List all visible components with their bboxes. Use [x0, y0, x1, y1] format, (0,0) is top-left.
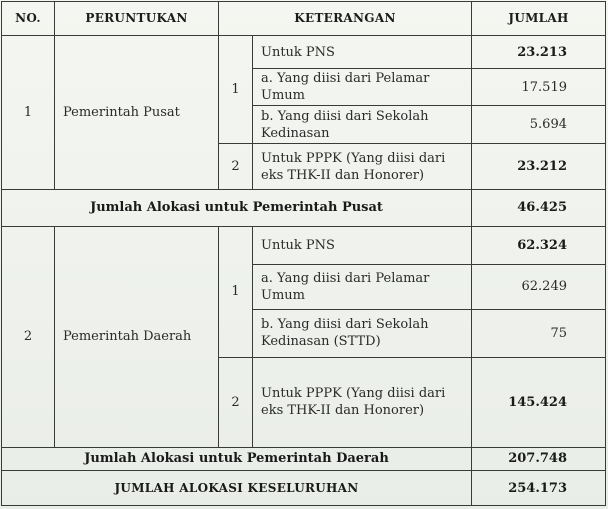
table-row: [2, 35, 606, 69]
subtotal-row: [2, 447, 606, 471]
header-keterangan: KETERANGAN: [219, 2, 472, 36]
header-jumlah: JUMLAH: [472, 2, 606, 36]
item-index: 2: [219, 144, 253, 190]
item-index: 1: [219, 226, 253, 357]
row-keterangan: b. Yang diisi dari Sekolah Kedinasan: [253, 106, 472, 144]
grand-total-label: JUMLAH ALOKASI KESELURUHAN: [2, 471, 472, 506]
row-jumlah: 75: [472, 309, 606, 357]
header-peruntukan: PERUNTUKAN: [55, 2, 219, 36]
subtotal-label: Jumlah Alokasi untuk Pemerintah Daerah: [2, 447, 472, 471]
row-keterangan: Untuk PNS: [253, 35, 472, 69]
grand-total-row: [2, 471, 606, 506]
grand-total-value: 254.173: [472, 471, 606, 506]
row-jumlah: 23.212: [472, 144, 606, 190]
row-keterangan: Untuk PPPK (Yang diisi dari eks THK-II dan Honorer): [253, 357, 472, 447]
subtotal-value: 207.748: [472, 447, 606, 471]
table-row: [2, 226, 606, 264]
group-no: 2: [2, 226, 55, 447]
row-jumlah: 62.324: [472, 226, 606, 264]
group-no: 1: [2, 35, 55, 189]
group-peruntukan: Pemerintah Daerah: [55, 226, 219, 447]
allocation-table: [1, 1, 606, 506]
header-row: [2, 2, 606, 36]
row-jumlah: 145.424: [472, 357, 606, 447]
row-jumlah: 5.694: [472, 106, 606, 144]
subtotal-label: Jumlah Alokasi untuk Pemerintah Pusat: [2, 190, 472, 227]
item-index: 2: [219, 357, 253, 447]
row-keterangan: Untuk PPPK (Yang diisi dari eks THK-II dan Honorer): [253, 144, 472, 190]
row-keterangan: a. Yang diisi dari Pelamar Umum: [253, 69, 472, 106]
header-no: NO.: [2, 2, 55, 36]
row-keterangan: Untuk PNS: [253, 226, 472, 264]
row-jumlah: 62.249: [472, 264, 606, 309]
row-keterangan: b. Yang diisi dari Sekolah Kedinasan (STTD): [253, 309, 472, 357]
subtotal-value: 46.425: [472, 190, 606, 227]
row-jumlah: 23.213: [472, 35, 606, 69]
group-peruntukan: Pemerintah Pusat: [55, 35, 219, 189]
item-index: 1: [219, 35, 253, 143]
row-jumlah: 17.519: [472, 69, 606, 106]
row-keterangan: a. Yang diisi dari Pelamar Umum: [253, 264, 472, 309]
subtotal-row: [2, 190, 606, 227]
